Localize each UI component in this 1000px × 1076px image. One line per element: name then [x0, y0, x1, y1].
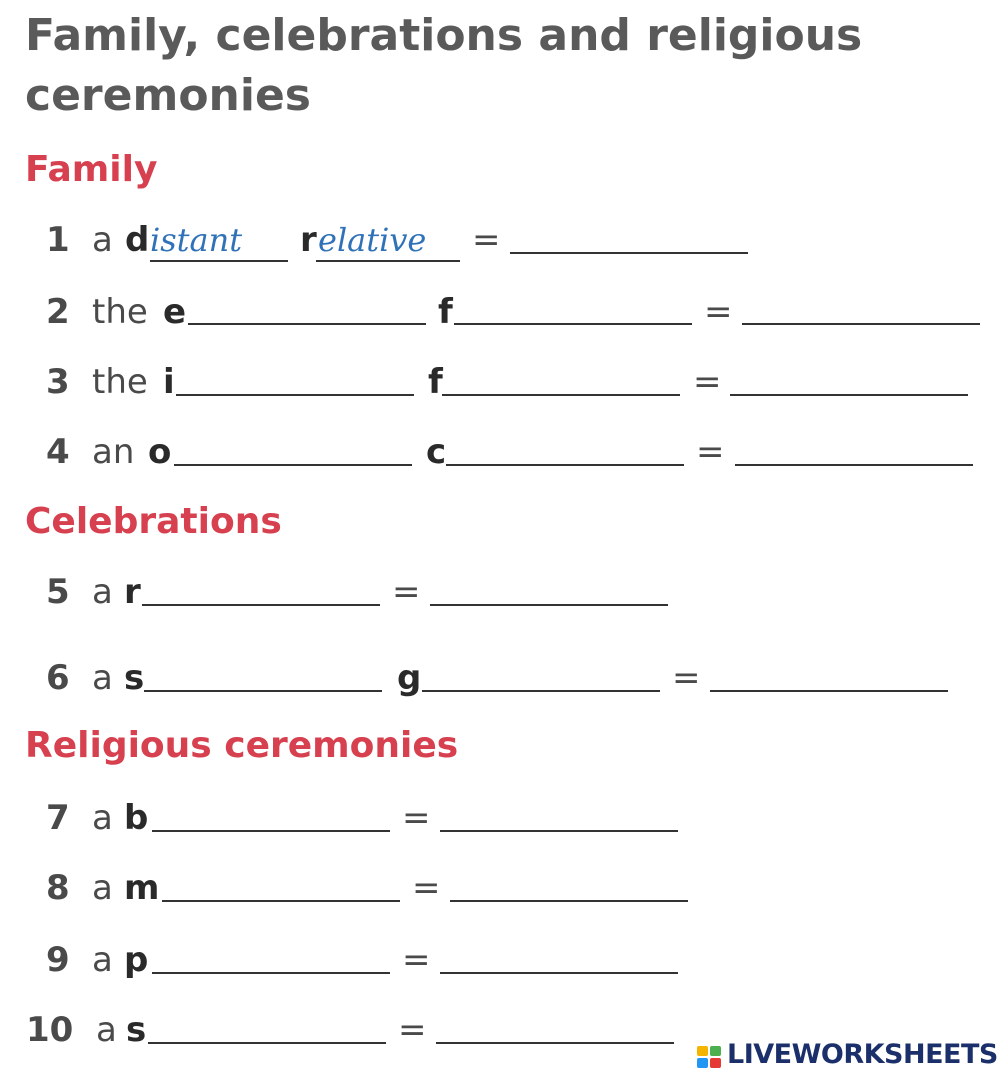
item-number: 2 — [46, 292, 70, 332]
page-title: Family, celebrations and religious ceremonies — [25, 10, 863, 121]
translation-field[interactable] — [735, 464, 973, 466]
word1-answer-field[interactable] — [142, 604, 380, 606]
word2-answer-field[interactable] — [454, 323, 692, 325]
equals-sign: = — [392, 572, 421, 612]
word1-answer-field[interactable] — [148, 1042, 386, 1044]
item-number: 5 — [46, 572, 70, 612]
word1-answer-field[interactable] — [188, 323, 426, 325]
translation-field[interactable] — [440, 972, 678, 974]
word2-answer-field[interactable] — [316, 260, 460, 262]
translation-field[interactable] — [440, 830, 678, 832]
item-article: a — [92, 572, 113, 612]
word1-initial: d — [125, 220, 150, 260]
section-heading-religious-ceremonies: Religious ceremonies — [25, 725, 459, 766]
word1-answer-field[interactable] — [150, 260, 288, 262]
section-heading-celebrations: Celebrations — [25, 501, 282, 542]
translation-field[interactable] — [742, 323, 980, 325]
item-article: a — [96, 1010, 117, 1050]
word2-answer-field[interactable] — [442, 394, 680, 396]
word1-initial: i — [163, 362, 175, 402]
word2-answer: elative — [318, 221, 427, 259]
word1-answer-field[interactable] — [152, 830, 390, 832]
item-article: a — [92, 798, 113, 838]
item-number: 6 — [46, 658, 70, 698]
word1-initial: e — [163, 292, 187, 332]
word1-initial: r — [124, 572, 141, 612]
item-article: a — [92, 868, 113, 908]
equals-sign: = — [693, 362, 722, 402]
item-number: 9 — [46, 940, 70, 980]
item-number: 1 — [46, 220, 70, 260]
word2-answer-field[interactable] — [422, 690, 660, 692]
word1-answer-field[interactable] — [152, 972, 390, 974]
section-heading-family: Family — [25, 149, 158, 190]
equals-sign: = — [472, 220, 501, 260]
translation-field[interactable] — [710, 690, 948, 692]
equals-sign: = — [402, 798, 431, 838]
translation-field[interactable] — [730, 394, 968, 396]
word2-initial: g — [397, 658, 422, 698]
translation-field[interactable] — [450, 900, 688, 902]
word2-initial: f — [438, 292, 453, 332]
equals-sign: = — [704, 292, 733, 332]
word2-initial: c — [426, 432, 447, 472]
logo-grid-icon — [697, 1046, 721, 1068]
equals-sign: = — [402, 940, 431, 980]
item-article: a — [92, 940, 113, 980]
word1-initial: s — [124, 658, 145, 698]
item-article: a — [92, 220, 113, 260]
translation-field[interactable] — [510, 252, 748, 254]
item-number: 3 — [46, 362, 70, 402]
item-article: the — [92, 292, 148, 332]
item-article: the — [92, 362, 148, 402]
logo-text: LIVEWORKSHEETS — [727, 1039, 998, 1070]
word1-initial: p — [124, 940, 149, 980]
word2-initial: f — [428, 362, 443, 402]
item-article: an — [92, 432, 135, 472]
equals-sign: = — [672, 658, 701, 698]
equals-sign: = — [696, 432, 725, 472]
equals-sign: = — [398, 1010, 427, 1050]
word1-answer-field[interactable] — [176, 394, 414, 396]
liveworksheets-logo — [697, 1038, 997, 1072]
item-number: 8 — [46, 868, 70, 908]
item-number: 4 — [46, 432, 70, 472]
word1-initial: m — [124, 868, 160, 908]
word1-answer: istant — [150, 221, 243, 259]
word1-initial: s — [126, 1010, 147, 1050]
item-article: a — [92, 658, 113, 698]
word2-answer-field[interactable] — [446, 464, 684, 466]
word1-initial: o — [148, 432, 172, 472]
word2-initial: r — [300, 220, 317, 260]
translation-field[interactable] — [430, 604, 668, 606]
word1-answer-field[interactable] — [144, 690, 382, 692]
translation-field[interactable] — [436, 1042, 674, 1044]
item-number: 10 — [26, 1010, 74, 1050]
item-number: 7 — [46, 798, 70, 838]
word1-answer-field[interactable] — [174, 464, 412, 466]
equals-sign: = — [412, 868, 441, 908]
word1-answer-field[interactable] — [162, 900, 400, 902]
word1-initial: b — [124, 798, 149, 838]
